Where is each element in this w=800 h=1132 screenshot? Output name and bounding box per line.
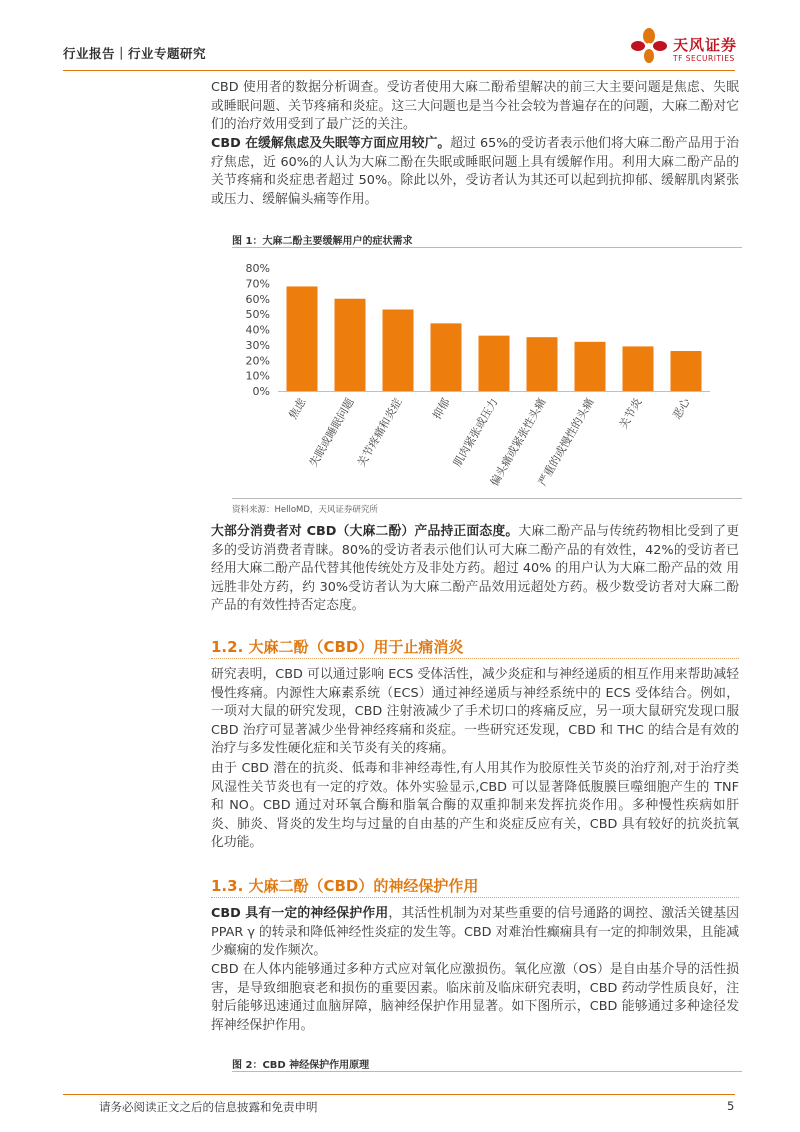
figure1-title: 图 1：大麻二酚主要缓解用户的症状需求	[232, 236, 413, 247]
y-tick-label: 10%	[245, 369, 270, 383]
figure2-top-rule	[232, 1071, 742, 1072]
bar-1	[287, 286, 318, 391]
bar-3	[383, 310, 414, 391]
anxiety-paragraph	[211, 135, 739, 209]
figure1-top-rule	[232, 247, 742, 248]
logo-text-cn: 天风证券	[673, 36, 738, 54]
footer-disclaimer: 请务必阅读正文之后的信息披露和免责申明	[99, 1100, 318, 1114]
y-tick-label: 40%	[245, 323, 270, 337]
logo-text-en: TF SECURITIES	[673, 54, 735, 63]
category-label: 失眠或睡眠问题	[306, 396, 357, 470]
y-tick-label: 60%	[245, 292, 270, 306]
section-1-2-divider	[211, 658, 739, 659]
section-1-3-divider	[211, 897, 739, 898]
category-label: 抑郁	[430, 396, 453, 422]
y-tick-label: 70%	[245, 277, 270, 291]
category-label: 焦虑	[286, 396, 309, 422]
bar-7	[575, 342, 606, 391]
y-tick-label: 80%	[245, 262, 270, 275]
header-divider	[63, 70, 735, 71]
bar-8	[623, 346, 654, 391]
bar-6	[527, 337, 558, 391]
symptom-bar-chart	[232, 250, 742, 495]
bar-4	[431, 323, 462, 391]
neuro-paragraph-2: CBD 在人体内能够通过多种方式应对氧化应激损伤。氧化应激（OS）是自由基介导的活性损害，是导致细胞衰老和损伤的重要因素。临床前及临床研究表明，CBD 药动学性质良好，注射后能够迅速通过血脑屏障，脑神经保护作用显著。如下图所示，CBD 能够通过多种途径发挥神经保护作用。	[211, 962, 739, 1033]
category-label: 关节炎	[616, 396, 645, 432]
section-1-2-heading: 1.2. 大麻二酚（CBD）用于止痛消炎	[211, 638, 464, 656]
company-logo	[628, 26, 743, 66]
figure1-source: 资料来源：HelloMD，天风证券研究所	[232, 505, 378, 515]
category-label: 偏头痛或紧张性头痛	[487, 396, 549, 489]
y-tick-label: 0%	[252, 385, 270, 398]
neuro-paragraph-1	[211, 905, 739, 961]
footer-divider	[63, 1094, 735, 1095]
anxiety-paragraph-body: 超过 65%的受访者表示他们将大麻二酚产品用于治疗焦虑，近 60%的人认为大麻二酚在失眠或睡眠问题上具有缓解作用。利用大麻二酚产品的关节疼痛和炎症患者超过 50%。除此以外，受访者认为其还可以起到抗抑郁、缓解肌肉紧张或压力、缓解偏头痛等作用。	[211, 136, 739, 207]
attitude-paragraph-lead: 大部分消费者对 CBD（大麻二酚）产品持正面态度。	[211, 524, 519, 539]
intro-paragraph: CBD 使用者的数据分析调查。受访者使用大麻二酚希望解决的前三大主要问题是焦虑、失眠或睡眠问题、关节疼痛和炎症。这三大问题也是当今社会较为普遍存在的问题，大麻二酚对它们的治疗效用受到了最广泛的关注。	[211, 80, 739, 133]
section-1-3-heading: 1.3. 大麻二酚（CBD）的神经保护作用	[211, 877, 479, 895]
flower-logo-icon	[628, 26, 670, 66]
category-label: 严重的或慢性的头痛	[535, 396, 597, 489]
category-label: 恶心	[670, 396, 693, 422]
header-breadcrumb: 行业报告｜行业专题研究	[63, 46, 207, 61]
bar-9	[671, 351, 702, 391]
y-tick-label: 50%	[245, 308, 270, 322]
figure1-bottom-rule	[232, 498, 742, 499]
category-label: 关节疼痛和炎症	[354, 396, 405, 470]
y-tick-label: 30%	[245, 338, 270, 352]
page-number: 5	[727, 1099, 735, 1113]
figure2-title: 图 2：CBD 神经保护作用原理	[232, 1060, 370, 1071]
neuro-paragraph-lead: CBD 具有一定的神经保护作用	[211, 906, 389, 921]
attitude-paragraph-body: 大麻二酚产品与传统药物相比受到了更多的受访消费者青睐。80%的受访者表示他们认可大麻二酚产品的有效性，42%的受访者已经用大麻二酚产品代替其他传统处方及非处方药。超过 40% 的用户认为大麻二酚产品的效 用远胜非处方药，约 30%受访者认为大麻二酚产品效用远超处方药。极少数受访者对大麻二酚产品的有效性持否定态度。	[211, 524, 739, 614]
anxiety-paragraph-lead: CBD 在缓解焦虑及失眠等方面应用较广。	[211, 136, 451, 151]
neuro-paragraph-body: ，其活性机制为对某些重要的信号通路的调控、激活关键基因 PPAR γ 的转录和降低神经性炎症的发生等。CBD 对难治性癫痫具有一定的抑制效果，且能减少癫痫的发作频次。	[211, 906, 739, 959]
y-tick-label: 20%	[245, 354, 270, 368]
category-label: 肌肉紧张或压力	[450, 396, 501, 470]
bar-5	[479, 336, 510, 391]
pain-paragraph-1: 研究表明，CBD 可以通过影响 ECS 受体活性，减少炎症和与神经递质的相互作用来帮助减轻慢性疼痛。内源性大麻素系统（ECS）通过神经递质与神经系统中的 ECS 受体结合。例如，一项对大鼠的研究发现，CBD 注射液减少了手术切口的疼痛反应，另一项大鼠研究发现口服 CBD 治疗可显著减少坐骨神经疼痛和炎症。一些研究还发现，CBD 和 THC 的结合是有效的治疗与多发性硬化症和关节炎有关的疼痛。	[211, 667, 739, 757]
pain-paragraph-2: 由于 CBD 潜在的抗炎、低毒和非神经毒性,有人用其作为胶原性关节炎的治疗剂,对于治疗类风湿性关节炎也有一定的疗效。体外实验显示,CBD 可以显著降低腹膜巨噬细胞产生的 TNF 和 NO。CBD 通过对环氧合酶和脂氧合酶的双重抑制来发挥抗炎作用。多种慢性疾病如肝炎、肺炎、肾炎的发生均与过量的自由基的产生和炎症反应有关，CBD 具有较好的抗炎抗氧化功能。	[211, 761, 739, 851]
bar-2	[335, 299, 366, 391]
attitude-paragraph	[211, 523, 739, 616]
